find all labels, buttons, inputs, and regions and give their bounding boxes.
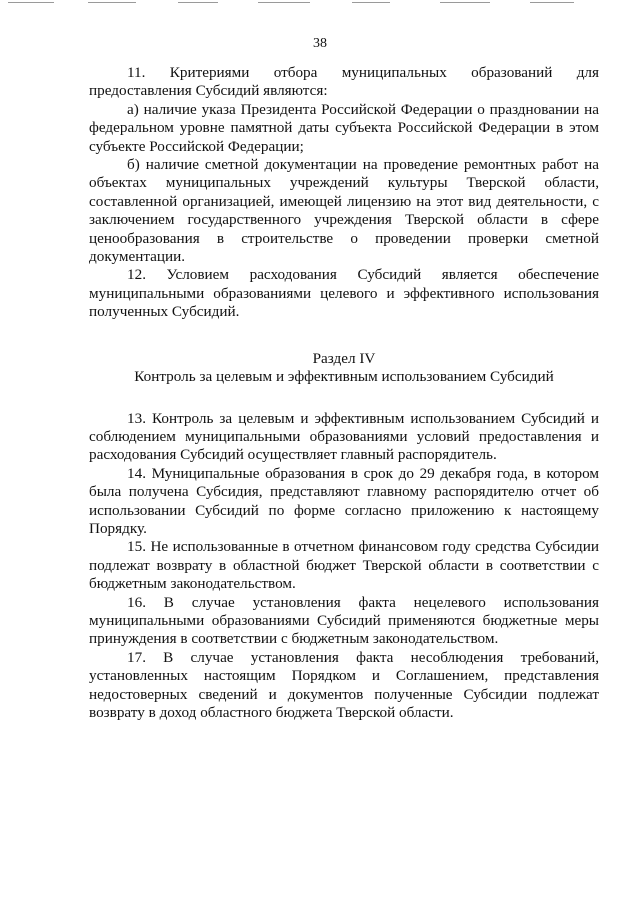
section-title: Контроль за целевым и эффективным использованием Субсидий — [134, 368, 554, 386]
paragraph-11b: б) наличие сметной документации на проведение ремонтных работ на объектах муниципальных учреждений культуры Тверской области, составленной организацией, имеющей лицензию на этот вид деятельности, с заключением государственного учреждения Тверской области в сфере ценообразования в строительстве о проведении проверки сметной документации. — [89, 156, 599, 266]
scan-artifact-line — [258, 2, 310, 3]
scan-artifact-line — [178, 2, 218, 3]
paragraph-11: 11. Критериями отбора муниципальных образований для предоставления Субсидий являются: — [89, 64, 599, 100]
paragraph-12: 12. Условием расходования Субсидий является обеспечение муниципальными образованиями целевого и эффективного использования полученных Субсидий. — [89, 266, 599, 321]
paragraph-16: 16. В случае установления факта нецелевого использования муниципальными образованиями Субсидий применяются бюджетные меры принуждения в соответствии с бюджетным законодательством. — [89, 593, 599, 648]
scan-artifact-line — [352, 2, 390, 3]
scan-artifact-line — [8, 2, 54, 3]
paragraph-13: 13. Контроль за целевым и эффективным использованием Субсидий и соблюдением муниципальными образованиями условий предоставления и расходования Субсидий осуществляет главный распорядитель. — [89, 409, 599, 464]
page-number: 38 — [313, 36, 327, 51]
paragraph-14: 14. Муниципальные образования в срок до 29 декабря года, в котором была получена Субсидия, представляют главному распорядителю отчет об использовании Субсидий по форме согласно приложению к настоящему Порядку. — [89, 464, 599, 537]
section-spacer — [89, 387, 599, 410]
section-number: Раздел IV — [312, 349, 376, 367]
paragraph-15: 15. Не использованные в отчетном финансовом году средства Субсидии подлежат возврату в областной бюджет Тверской области в соответствии с бюджетным законодательством. — [89, 538, 599, 593]
scan-artifact-line — [440, 2, 490, 3]
scan-artifact-line — [88, 2, 136, 3]
scan-artifact-line — [530, 2, 574, 3]
section-heading — [89, 350, 599, 387]
document-body — [89, 64, 599, 722]
paragraph-11a: а) наличие указа Президента Российской Федерации о праздновании на федеральном уровне памятной даты субъекта Российской Федерации в этом субъекте Российской Федерации; — [89, 100, 599, 155]
paragraph-17: 17. В случае установления факта несоблюдения требований, установленных настоящим Порядком и Соглашением, представления недостоверных сведений и документов полученные Субсидии подлежат возврату в доход областного бюджета Тверской области. — [89, 648, 599, 721]
